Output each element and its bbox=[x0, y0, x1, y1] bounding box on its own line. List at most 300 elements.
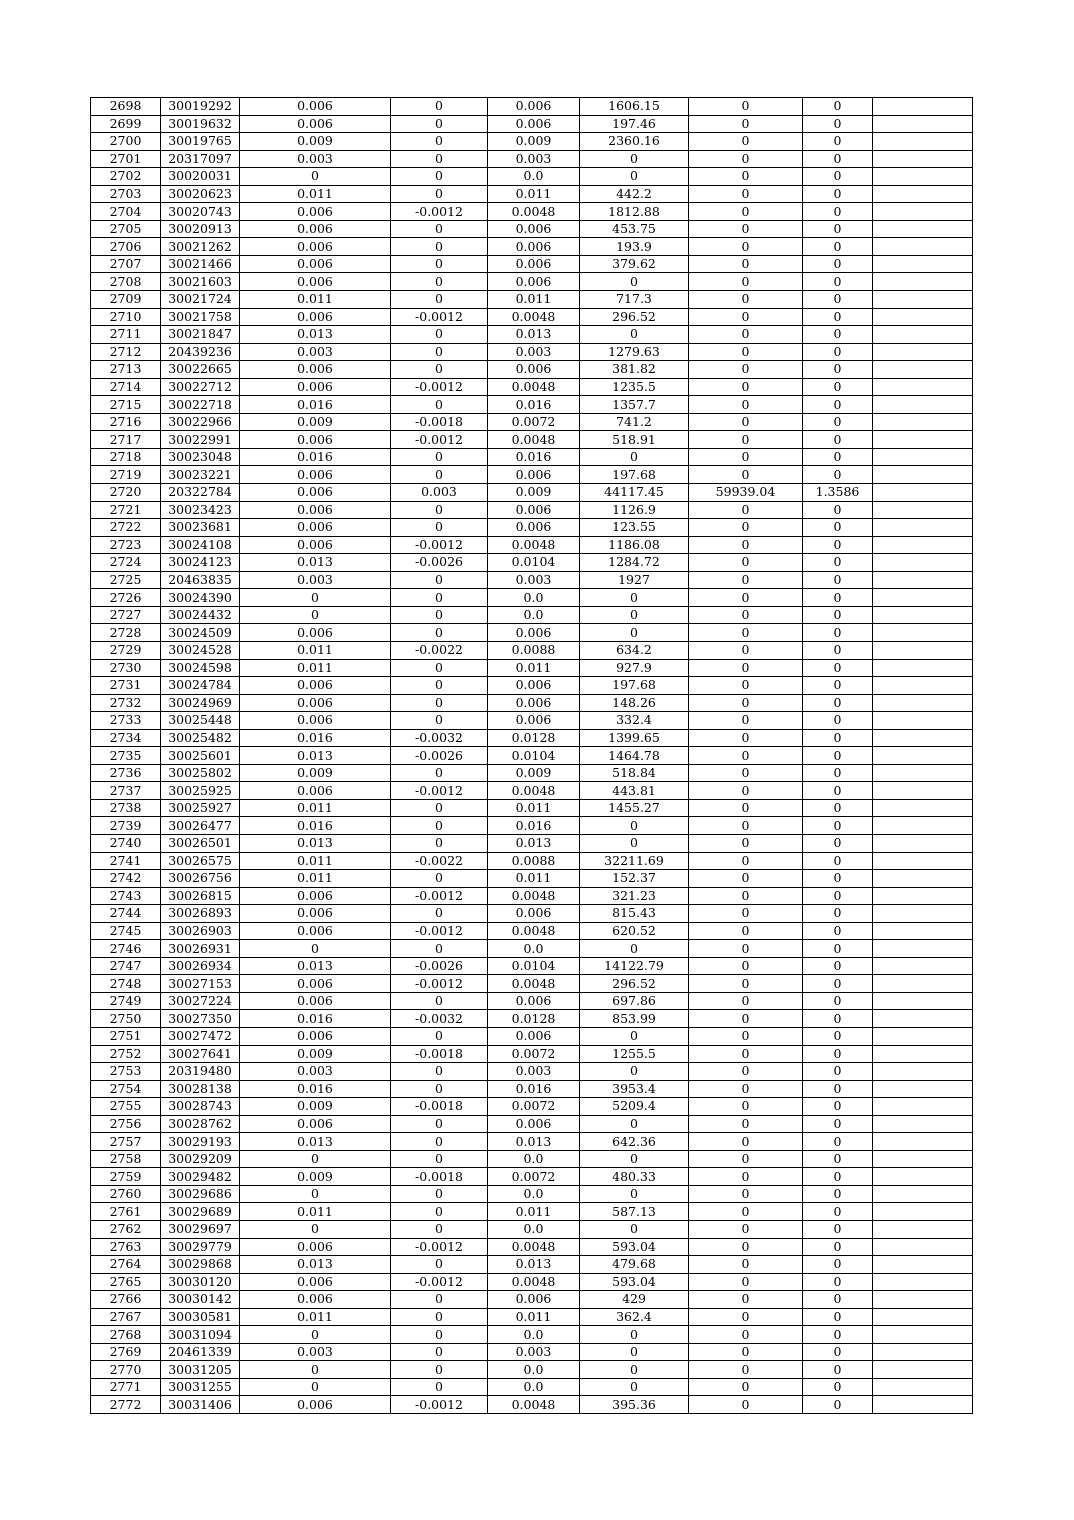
table-row bbox=[91, 378, 973, 396]
table-row bbox=[91, 133, 973, 151]
cell-record-id: 30020031 bbox=[161, 168, 240, 186]
table-row bbox=[91, 1291, 973, 1309]
cell-adjustment: 0 bbox=[391, 659, 488, 677]
cell-adjustment: 0 bbox=[391, 361, 488, 379]
cell-ratio: 0 bbox=[803, 782, 873, 800]
cell-blank bbox=[873, 466, 973, 484]
cell-record-id: 30029209 bbox=[161, 1150, 240, 1168]
cell-ratio: 0 bbox=[803, 448, 873, 466]
cell-value-b: 0.003 bbox=[488, 1063, 580, 1081]
table-row bbox=[91, 764, 973, 782]
cell-adjustment: -0.0022 bbox=[391, 852, 488, 870]
cell-amount: 123.55 bbox=[580, 519, 689, 537]
cell-row-number: 2759 bbox=[91, 1168, 161, 1186]
cell-record-id: 30029482 bbox=[161, 1168, 240, 1186]
cell-value-a: 0.011 bbox=[240, 1203, 391, 1221]
cell-blank bbox=[873, 694, 973, 712]
cell-value-b: 0.0048 bbox=[488, 922, 580, 940]
cell-blank bbox=[873, 396, 973, 414]
cell-value-a: 0.006 bbox=[240, 238, 391, 256]
cell-adjustment: 0 bbox=[391, 273, 488, 291]
cell-record-id: 30021262 bbox=[161, 238, 240, 256]
cell-adjustment: 0 bbox=[391, 870, 488, 888]
cell-record-id: 30026477 bbox=[161, 817, 240, 835]
cell-row-number: 2754 bbox=[91, 1080, 161, 1098]
cell-row-number: 2747 bbox=[91, 957, 161, 975]
cell-adjustment: -0.0032 bbox=[391, 1010, 488, 1028]
cell-ratio: 0 bbox=[803, 1185, 873, 1203]
cell-blank bbox=[873, 729, 973, 747]
cell-value-a: 0.006 bbox=[240, 308, 391, 326]
cell-value-b: 0.0 bbox=[488, 606, 580, 624]
cell-amount: 479.68 bbox=[580, 1256, 689, 1274]
cell-amount: 0 bbox=[580, 1343, 689, 1361]
cell-value-a: 0.006 bbox=[240, 519, 391, 537]
cell-adjustment: 0 bbox=[391, 98, 488, 116]
cell-ratio: 0 bbox=[803, 1396, 873, 1414]
cell-adjustment: 0 bbox=[391, 1308, 488, 1326]
cell-amount-2: 0 bbox=[689, 1010, 803, 1028]
cell-value-a: 0.006 bbox=[240, 255, 391, 273]
table-row bbox=[91, 1027, 973, 1045]
cell-amount-2: 0 bbox=[689, 694, 803, 712]
cell-value-b: 0.011 bbox=[488, 185, 580, 203]
cell-value-b: 0.006 bbox=[488, 1115, 580, 1133]
cell-ratio: 0 bbox=[803, 1045, 873, 1063]
cell-adjustment: 0 bbox=[391, 589, 488, 607]
cell-adjustment: 0 bbox=[391, 940, 488, 958]
cell-amount-2: 0 bbox=[689, 220, 803, 238]
table-row bbox=[91, 1256, 973, 1274]
cell-record-id: 30029193 bbox=[161, 1133, 240, 1151]
cell-amount: 0 bbox=[580, 150, 689, 168]
cell-amount-2: 0 bbox=[689, 571, 803, 589]
cell-row-number: 2725 bbox=[91, 571, 161, 589]
cell-ratio: 0 bbox=[803, 764, 873, 782]
cell-record-id: 30027472 bbox=[161, 1027, 240, 1045]
table-row bbox=[91, 852, 973, 870]
cell-row-number: 2719 bbox=[91, 466, 161, 484]
cell-record-id: 30029779 bbox=[161, 1238, 240, 1256]
cell-amount-2: 0 bbox=[689, 519, 803, 537]
table-row bbox=[91, 168, 973, 186]
cell-amount-2: 0 bbox=[689, 501, 803, 519]
table-row bbox=[91, 1063, 973, 1081]
cell-row-number: 2703 bbox=[91, 185, 161, 203]
cell-amount-2: 0 bbox=[689, 536, 803, 554]
cell-value-a: 0.006 bbox=[240, 624, 391, 642]
cell-value-b: 0.006 bbox=[488, 220, 580, 238]
cell-ratio: 0 bbox=[803, 220, 873, 238]
cell-ratio: 0 bbox=[803, 150, 873, 168]
cell-ratio: 0 bbox=[803, 308, 873, 326]
cell-ratio: 0 bbox=[803, 133, 873, 151]
cell-value-b: 0.006 bbox=[488, 1291, 580, 1309]
table-row bbox=[91, 641, 973, 659]
table-row bbox=[91, 1133, 973, 1151]
cell-amount: 1284.72 bbox=[580, 554, 689, 572]
cell-blank bbox=[873, 1308, 973, 1326]
cell-row-number: 2715 bbox=[91, 396, 161, 414]
cell-ratio: 0 bbox=[803, 992, 873, 1010]
cell-row-number: 2770 bbox=[91, 1361, 161, 1379]
cell-adjustment: 0 bbox=[391, 255, 488, 273]
cell-record-id: 30031406 bbox=[161, 1396, 240, 1414]
cell-value-a: 0.003 bbox=[240, 571, 391, 589]
cell-record-id: 20461339 bbox=[161, 1343, 240, 1361]
cell-value-b: 0.0072 bbox=[488, 1168, 580, 1186]
cell-value-a: 0.006 bbox=[240, 1238, 391, 1256]
cell-blank bbox=[873, 1273, 973, 1291]
cell-record-id: 30028762 bbox=[161, 1115, 240, 1133]
cell-adjustment: 0 bbox=[391, 1361, 488, 1379]
cell-amount-2: 0 bbox=[689, 273, 803, 291]
cell-record-id: 30024390 bbox=[161, 589, 240, 607]
cell-amount: 332.4 bbox=[580, 712, 689, 730]
cell-value-a: 0.006 bbox=[240, 922, 391, 940]
cell-amount: 0 bbox=[580, 1185, 689, 1203]
cell-amount: 0 bbox=[580, 168, 689, 186]
cell-ratio: 0 bbox=[803, 1168, 873, 1186]
cell-ratio: 0 bbox=[803, 694, 873, 712]
table-row bbox=[91, 887, 973, 905]
cell-row-number: 2702 bbox=[91, 168, 161, 186]
cell-record-id: 30024108 bbox=[161, 536, 240, 554]
cell-value-b: 0.0 bbox=[488, 1361, 580, 1379]
cell-value-b: 0.006 bbox=[488, 1027, 580, 1045]
cell-amount: 0 bbox=[580, 1115, 689, 1133]
cell-amount-2: 0 bbox=[689, 975, 803, 993]
cell-value-b: 0.011 bbox=[488, 1308, 580, 1326]
cell-ratio: 0 bbox=[803, 905, 873, 923]
cell-record-id: 30022665 bbox=[161, 361, 240, 379]
table-row bbox=[91, 326, 973, 344]
cell-amount-2: 0 bbox=[689, 1378, 803, 1396]
cell-amount-2: 0 bbox=[689, 659, 803, 677]
cell-ratio: 0 bbox=[803, 870, 873, 888]
cell-value-a: 0.006 bbox=[240, 677, 391, 695]
cell-blank bbox=[873, 291, 973, 309]
cell-record-id: 30021847 bbox=[161, 326, 240, 344]
cell-value-a: 0.006 bbox=[240, 1396, 391, 1414]
cell-row-number: 2734 bbox=[91, 729, 161, 747]
table-row bbox=[91, 536, 973, 554]
cell-adjustment: 0 bbox=[391, 343, 488, 361]
cell-record-id: 30027641 bbox=[161, 1045, 240, 1063]
cell-amount: 1399.65 bbox=[580, 729, 689, 747]
cell-adjustment: 0 bbox=[391, 1343, 488, 1361]
cell-ratio: 0 bbox=[803, 1308, 873, 1326]
cell-blank bbox=[873, 448, 973, 466]
table-row bbox=[91, 1308, 973, 1326]
cell-blank bbox=[873, 1361, 973, 1379]
cell-row-number: 2752 bbox=[91, 1045, 161, 1063]
cell-amount: 0 bbox=[580, 1150, 689, 1168]
cell-blank bbox=[873, 1045, 973, 1063]
cell-value-a: 0.009 bbox=[240, 413, 391, 431]
cell-blank bbox=[873, 975, 973, 993]
cell-blank bbox=[873, 589, 973, 607]
cell-amount: 642.36 bbox=[580, 1133, 689, 1151]
cell-value-b: 0.0128 bbox=[488, 1010, 580, 1028]
cell-adjustment: -0.0018 bbox=[391, 413, 488, 431]
cell-value-a: 0.006 bbox=[240, 712, 391, 730]
cell-ratio: 0 bbox=[803, 185, 873, 203]
table-row bbox=[91, 606, 973, 624]
cell-blank bbox=[873, 185, 973, 203]
table-row bbox=[91, 799, 973, 817]
cell-adjustment: 0 bbox=[391, 799, 488, 817]
cell-value-a: 0.013 bbox=[240, 834, 391, 852]
cell-row-number: 2767 bbox=[91, 1308, 161, 1326]
table-row bbox=[91, 308, 973, 326]
cell-amount: 296.52 bbox=[580, 975, 689, 993]
cell-row-number: 2724 bbox=[91, 554, 161, 572]
cell-blank bbox=[873, 1221, 973, 1239]
cell-amount-2: 0 bbox=[689, 729, 803, 747]
cell-record-id: 30019292 bbox=[161, 98, 240, 116]
cell-value-b: 0.006 bbox=[488, 115, 580, 133]
cell-ratio: 0 bbox=[803, 975, 873, 993]
cell-blank bbox=[873, 326, 973, 344]
cell-value-b: 0.0 bbox=[488, 940, 580, 958]
cell-amount-2: 0 bbox=[689, 343, 803, 361]
cell-row-number: 2757 bbox=[91, 1133, 161, 1151]
cell-amount-2: 0 bbox=[689, 887, 803, 905]
cell-adjustment: -0.0012 bbox=[391, 887, 488, 905]
cell-value-a: 0.006 bbox=[240, 378, 391, 396]
cell-record-id: 30027153 bbox=[161, 975, 240, 993]
cell-adjustment: 0 bbox=[391, 817, 488, 835]
table-row bbox=[91, 1273, 973, 1291]
cell-amount-2: 0 bbox=[689, 905, 803, 923]
cell-record-id: 30023681 bbox=[161, 519, 240, 537]
table-row bbox=[91, 624, 973, 642]
cell-amount: 593.04 bbox=[580, 1238, 689, 1256]
cell-adjustment: -0.0012 bbox=[391, 431, 488, 449]
cell-row-number: 2712 bbox=[91, 343, 161, 361]
cell-value-b: 0.0088 bbox=[488, 641, 580, 659]
cell-adjustment: 0 bbox=[391, 1115, 488, 1133]
cell-amount: 853.99 bbox=[580, 1010, 689, 1028]
table-row bbox=[91, 291, 973, 309]
cell-adjustment: 0 bbox=[391, 185, 488, 203]
cell-blank bbox=[873, 940, 973, 958]
cell-value-a: 0.003 bbox=[240, 150, 391, 168]
cell-value-b: 0.0104 bbox=[488, 747, 580, 765]
cell-record-id: 30023423 bbox=[161, 501, 240, 519]
cell-row-number: 2746 bbox=[91, 940, 161, 958]
cell-record-id: 20463835 bbox=[161, 571, 240, 589]
cell-ratio: 0 bbox=[803, 98, 873, 116]
cell-value-a: 0.013 bbox=[240, 554, 391, 572]
cell-row-number: 2762 bbox=[91, 1221, 161, 1239]
table-row bbox=[91, 1326, 973, 1344]
cell-adjustment: -0.0012 bbox=[391, 378, 488, 396]
cell-blank bbox=[873, 905, 973, 923]
cell-adjustment: 0 bbox=[391, 150, 488, 168]
cell-amount: 379.62 bbox=[580, 255, 689, 273]
cell-adjustment: 0 bbox=[391, 1185, 488, 1203]
cell-value-a: 0.006 bbox=[240, 992, 391, 1010]
cell-value-a: 0.011 bbox=[240, 641, 391, 659]
cell-row-number: 2733 bbox=[91, 712, 161, 730]
cell-amount-2: 0 bbox=[689, 1168, 803, 1186]
cell-record-id: 30021466 bbox=[161, 255, 240, 273]
cell-blank bbox=[873, 378, 973, 396]
cell-value-b: 0.006 bbox=[488, 712, 580, 730]
cell-record-id: 30024432 bbox=[161, 606, 240, 624]
cell-row-number: 2741 bbox=[91, 852, 161, 870]
cell-ratio: 0 bbox=[803, 677, 873, 695]
cell-adjustment: -0.0012 bbox=[391, 536, 488, 554]
cell-record-id: 30025482 bbox=[161, 729, 240, 747]
cell-value-a: 0 bbox=[240, 940, 391, 958]
cell-ratio: 0 bbox=[803, 606, 873, 624]
cell-amount-2: 0 bbox=[689, 852, 803, 870]
cell-record-id: 30022991 bbox=[161, 431, 240, 449]
cell-amount-2: 0 bbox=[689, 308, 803, 326]
table-row bbox=[91, 361, 973, 379]
cell-amount: 0 bbox=[580, 817, 689, 835]
table-row bbox=[91, 975, 973, 993]
cell-value-b: 0.0 bbox=[488, 1326, 580, 1344]
cell-record-id: 30025601 bbox=[161, 747, 240, 765]
cell-ratio: 0 bbox=[803, 466, 873, 484]
cell-adjustment: 0 bbox=[391, 466, 488, 484]
cell-row-number: 2709 bbox=[91, 291, 161, 309]
cell-amount: 0 bbox=[580, 326, 689, 344]
cell-value-b: 0.006 bbox=[488, 273, 580, 291]
table-row bbox=[91, 273, 973, 291]
cell-amount: 0 bbox=[580, 1361, 689, 1379]
table-row bbox=[91, 150, 973, 168]
cell-adjustment: 0 bbox=[391, 1080, 488, 1098]
cell-adjustment: -0.0026 bbox=[391, 554, 488, 572]
cell-amount-2: 0 bbox=[689, 817, 803, 835]
cell-ratio: 0 bbox=[803, 1361, 873, 1379]
cell-record-id: 30024123 bbox=[161, 554, 240, 572]
cell-value-b: 0.006 bbox=[488, 98, 580, 116]
cell-value-a: 0.006 bbox=[240, 361, 391, 379]
cell-ratio: 0 bbox=[803, 1115, 873, 1133]
cell-record-id: 30024598 bbox=[161, 659, 240, 677]
cell-blank bbox=[873, 255, 973, 273]
cell-amount-2: 0 bbox=[689, 1291, 803, 1309]
cell-value-b: 0.003 bbox=[488, 343, 580, 361]
cell-amount: 0 bbox=[580, 1221, 689, 1239]
cell-ratio: 0 bbox=[803, 1133, 873, 1151]
cell-blank bbox=[873, 343, 973, 361]
cell-ratio: 0 bbox=[803, 1027, 873, 1045]
cell-value-b: 0.009 bbox=[488, 133, 580, 151]
cell-amount: 518.91 bbox=[580, 431, 689, 449]
cell-adjustment: 0.003 bbox=[391, 484, 488, 502]
table-row bbox=[91, 1045, 973, 1063]
cell-ratio: 0 bbox=[803, 852, 873, 870]
cell-amount-2: 0 bbox=[689, 870, 803, 888]
cell-value-a: 0.013 bbox=[240, 1133, 391, 1151]
cell-amount: 395.36 bbox=[580, 1396, 689, 1414]
cell-blank bbox=[873, 413, 973, 431]
cell-row-number: 2737 bbox=[91, 782, 161, 800]
cell-ratio: 0 bbox=[803, 747, 873, 765]
cell-record-id: 30026501 bbox=[161, 834, 240, 852]
cell-record-id: 30026931 bbox=[161, 940, 240, 958]
cell-amount: 429 bbox=[580, 1291, 689, 1309]
cell-value-b: 0.011 bbox=[488, 870, 580, 888]
cell-ratio: 0 bbox=[803, 1080, 873, 1098]
cell-record-id: 30029868 bbox=[161, 1256, 240, 1274]
cell-adjustment: 0 bbox=[391, 501, 488, 519]
cell-amount-2: 0 bbox=[689, 115, 803, 133]
cell-row-number: 2730 bbox=[91, 659, 161, 677]
cell-value-b: 0.0072 bbox=[488, 413, 580, 431]
cell-adjustment: 0 bbox=[391, 624, 488, 642]
cell-record-id: 30031094 bbox=[161, 1326, 240, 1344]
cell-blank bbox=[873, 799, 973, 817]
cell-value-b: 0.006 bbox=[488, 466, 580, 484]
table-row bbox=[91, 203, 973, 221]
cell-value-b: 0.0048 bbox=[488, 203, 580, 221]
cell-amount-2: 0 bbox=[689, 992, 803, 1010]
cell-adjustment: -0.0012 bbox=[391, 1396, 488, 1414]
cell-row-number: 2743 bbox=[91, 887, 161, 905]
cell-value-b: 0.009 bbox=[488, 764, 580, 782]
cell-amount-2: 0 bbox=[689, 1045, 803, 1063]
cell-amount: 0 bbox=[580, 1027, 689, 1045]
cell-adjustment: 0 bbox=[391, 712, 488, 730]
cell-row-number: 2764 bbox=[91, 1256, 161, 1274]
table-row bbox=[91, 834, 973, 852]
cell-adjustment: 0 bbox=[391, 764, 488, 782]
cell-adjustment: 0 bbox=[391, 1150, 488, 1168]
cell-amount-2: 0 bbox=[689, 1098, 803, 1116]
cell-amount: 296.52 bbox=[580, 308, 689, 326]
cell-record-id: 30020913 bbox=[161, 220, 240, 238]
cell-value-b: 0.009 bbox=[488, 484, 580, 502]
cell-ratio: 0 bbox=[803, 922, 873, 940]
cell-row-number: 2731 bbox=[91, 677, 161, 695]
cell-row-number: 2707 bbox=[91, 255, 161, 273]
cell-adjustment: 0 bbox=[391, 1256, 488, 1274]
cell-value-b: 0.0 bbox=[488, 589, 580, 607]
cell-record-id: 30020743 bbox=[161, 203, 240, 221]
cell-adjustment: 0 bbox=[391, 220, 488, 238]
table-row bbox=[91, 466, 973, 484]
cell-value-a: 0.006 bbox=[240, 1027, 391, 1045]
cell-adjustment: -0.0012 bbox=[391, 308, 488, 326]
cell-value-a: 0 bbox=[240, 1361, 391, 1379]
cell-value-b: 0.006 bbox=[488, 255, 580, 273]
cell-blank bbox=[873, 870, 973, 888]
cell-record-id: 30022966 bbox=[161, 413, 240, 431]
cell-adjustment: 0 bbox=[391, 115, 488, 133]
cell-amount-2: 0 bbox=[689, 361, 803, 379]
cell-record-id: 30029686 bbox=[161, 1185, 240, 1203]
cell-blank bbox=[873, 1115, 973, 1133]
cell-adjustment: -0.0012 bbox=[391, 975, 488, 993]
cell-adjustment: 0 bbox=[391, 519, 488, 537]
cell-ratio: 0 bbox=[803, 624, 873, 642]
cell-blank bbox=[873, 238, 973, 256]
cell-value-a: 0.009 bbox=[240, 1168, 391, 1186]
cell-value-b: 0.0048 bbox=[488, 887, 580, 905]
cell-adjustment: 0 bbox=[391, 905, 488, 923]
cell-value-b: 0.0048 bbox=[488, 782, 580, 800]
table-row bbox=[91, 448, 973, 466]
table-row bbox=[91, 1378, 973, 1396]
